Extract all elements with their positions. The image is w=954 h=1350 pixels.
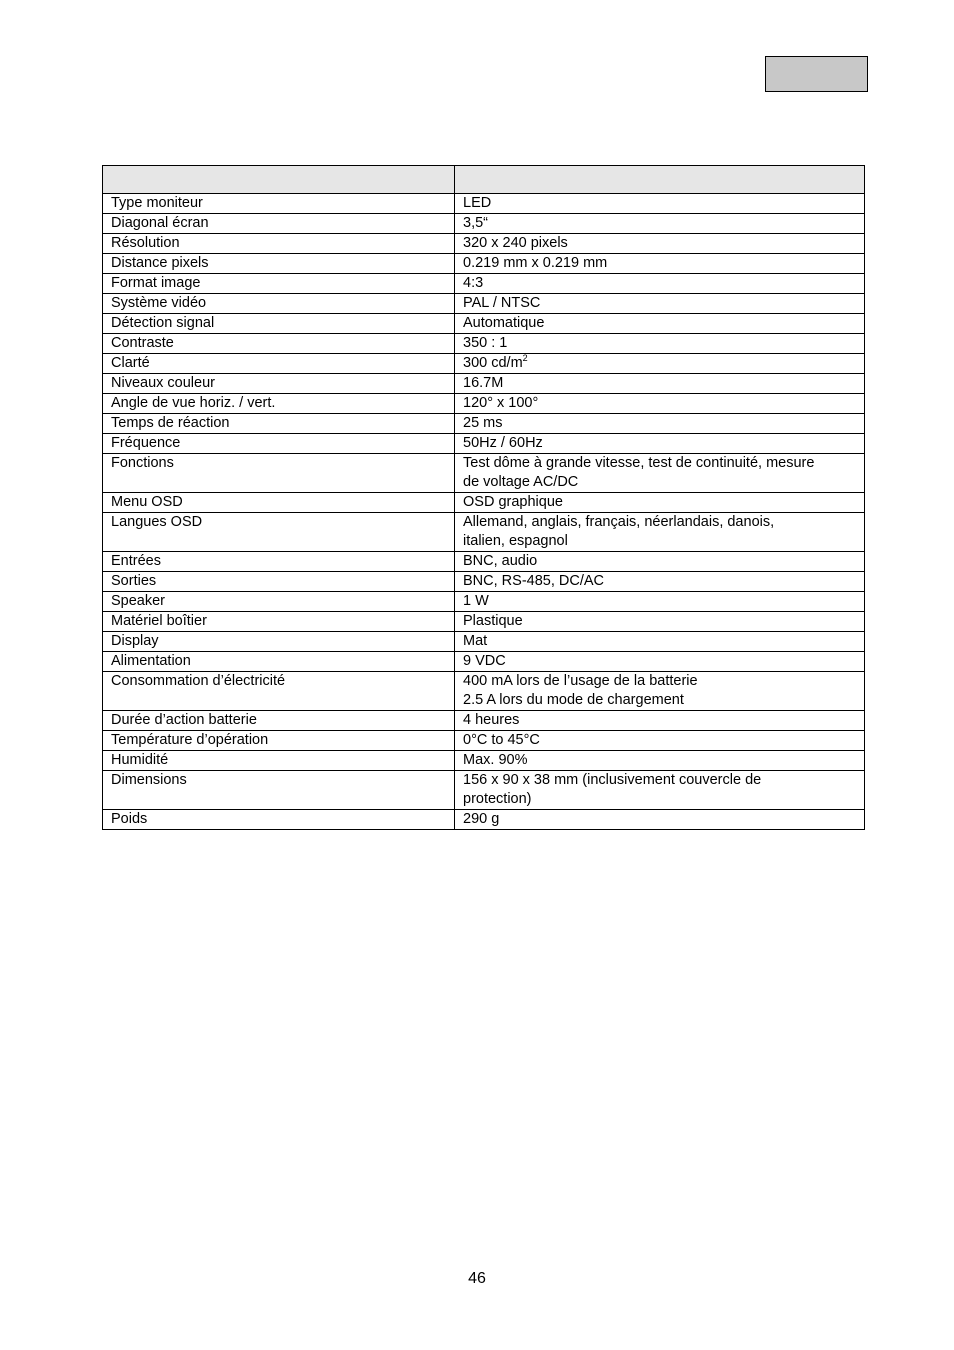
spec-value: 4:3 <box>463 275 484 291</box>
spec-value: 350 : 1 <box>463 335 508 351</box>
spec-value: 3,5“ <box>463 215 488 231</box>
specification-table-body <box>103 194 865 830</box>
spec-value-cell <box>455 454 865 493</box>
spec-value: 120° x 100° <box>463 395 539 411</box>
spec-value: 300 cd/m <box>463 355 523 371</box>
table-row <box>103 254 865 274</box>
spec-label-cell <box>103 434 455 454</box>
spec-value: Test dôme à grande vitesse, test de continuité, mesure de voltage AC/DC <box>463 455 815 490</box>
spec-label: Langues OSD <box>111 514 203 530</box>
spec-label-cell <box>103 294 455 314</box>
table-row <box>103 672 865 711</box>
spec-label-cell <box>103 731 455 751</box>
spec-value-cell <box>455 354 865 374</box>
table-row <box>103 434 865 454</box>
spec-label-cell <box>103 513 455 552</box>
table-row <box>103 354 865 374</box>
spec-value: 16.7M <box>463 375 504 391</box>
spec-label: Diagonal écran <box>111 215 209 231</box>
spec-label-cell <box>103 612 455 632</box>
spec-label-cell <box>103 274 455 294</box>
spec-label-cell <box>103 374 455 394</box>
spec-value: Allemand, anglais, français, néerlandais, danois, italien, espagnol <box>463 514 775 549</box>
spec-value: PAL / NTSC <box>463 295 541 311</box>
table-row <box>103 493 865 513</box>
spec-label-cell <box>103 334 455 354</box>
spec-label: Entrées <box>111 553 161 569</box>
spec-value: 9 VDC <box>463 653 506 669</box>
spec-value-cell <box>455 314 865 334</box>
spec-value: OSD graphique <box>463 494 563 510</box>
spec-value-cell <box>455 434 865 454</box>
spec-value: 0.219 mm x 0.219 mm <box>463 255 608 271</box>
spec-value-cell <box>455 294 865 314</box>
spec-value: 1 W <box>463 593 489 609</box>
table-row <box>103 513 865 552</box>
spec-value-cell <box>455 731 865 751</box>
table-row <box>103 711 865 731</box>
spec-label: Speaker <box>111 593 166 609</box>
spec-label-cell <box>103 194 455 214</box>
table-row <box>103 334 865 354</box>
spec-value-cell <box>455 214 865 234</box>
table-row <box>103 751 865 771</box>
spec-label-cell <box>103 234 455 254</box>
spec-value: 400 mA lors de l’usage de la batterie 2.5 A lors du mode de chargement <box>463 673 698 708</box>
table-row <box>103 194 865 214</box>
spec-value: Automatique <box>463 315 545 331</box>
spec-value: BNC, audio <box>463 553 538 569</box>
spec-value-cell <box>455 572 865 592</box>
spec-value-cell <box>455 592 865 612</box>
spec-value-cell <box>455 672 865 711</box>
spec-value: 320 x 240 pixels <box>463 235 568 251</box>
table-row <box>103 414 865 434</box>
spec-value: 156 x 90 x 38 mm (inclusivement couvercle de protection) <box>463 772 762 807</box>
table-row <box>103 771 865 810</box>
spec-value: Max. 90% <box>463 752 528 768</box>
table-row <box>103 294 865 314</box>
spec-value-cell <box>455 810 865 830</box>
table-row <box>103 214 865 234</box>
spec-value-cell <box>455 414 865 434</box>
spec-label: Clarté <box>111 355 150 371</box>
table-row <box>103 612 865 632</box>
spec-label-cell <box>103 354 455 374</box>
table-row <box>103 632 865 652</box>
table-row <box>103 731 865 751</box>
spec-value-cell <box>455 751 865 771</box>
spec-label-cell <box>103 314 455 334</box>
spec-value-cell <box>455 254 865 274</box>
spec-label: Humidité <box>111 752 169 768</box>
spec-label-cell <box>103 672 455 711</box>
spec-value-cell <box>455 274 865 294</box>
specification-table <box>102 165 865 830</box>
spec-label-cell <box>103 214 455 234</box>
table-row <box>103 394 865 414</box>
spec-label: Temps de réaction <box>111 415 230 431</box>
spec-label: Système vidéo <box>111 295 207 311</box>
spec-label-cell <box>103 552 455 572</box>
spec-label: Durée d’action batterie <box>111 712 257 728</box>
spec-label: Détection signal <box>111 315 215 331</box>
spec-value-cell <box>455 552 865 572</box>
spec-value-cell <box>455 771 865 810</box>
table-row <box>103 454 865 493</box>
spec-value: 50Hz / 60Hz <box>463 435 543 451</box>
spec-label-cell <box>103 254 455 274</box>
spec-value: 25 ms <box>463 415 503 431</box>
spec-label-cell <box>103 810 455 830</box>
spec-label-cell <box>103 592 455 612</box>
spec-label-cell <box>103 711 455 731</box>
spec-value-superscript: 2 <box>522 353 528 363</box>
spec-label: Consommation d’électricité <box>111 673 286 689</box>
spec-value: 4 heures <box>463 712 520 728</box>
table-row <box>103 652 865 672</box>
spec-label: Dimensions <box>111 772 187 788</box>
spec-value-cell <box>455 334 865 354</box>
spec-value: 290 g <box>463 811 500 827</box>
spec-label: Poids <box>111 811 148 827</box>
table-row <box>103 552 865 572</box>
spec-label-cell <box>103 572 455 592</box>
table-row <box>103 374 865 394</box>
table-row <box>103 274 865 294</box>
language-tab <box>765 56 868 92</box>
spec-label: Display <box>111 633 159 649</box>
spec-label-cell <box>103 493 455 513</box>
spec-label-cell <box>103 751 455 771</box>
spec-value: Plastique <box>463 613 523 629</box>
spec-label: Format image <box>111 275 201 291</box>
table-row <box>103 234 865 254</box>
spec-value-cell <box>455 394 865 414</box>
spec-label-cell <box>103 771 455 810</box>
spec-value-cell <box>455 711 865 731</box>
spec-label: Matériel boîtier <box>111 613 207 629</box>
spec-label: Température d’opération <box>111 732 269 748</box>
spec-value-cell <box>455 632 865 652</box>
spec-label: Résolution <box>111 235 180 251</box>
spec-label: Type moniteur <box>111 195 203 211</box>
spec-label-cell <box>103 414 455 434</box>
spec-label-cell <box>103 394 455 414</box>
spec-value-cell <box>455 652 865 672</box>
spec-label: Contraste <box>111 335 174 351</box>
spec-label: Menu OSD <box>111 494 183 510</box>
table-row <box>103 572 865 592</box>
spec-label: Fréquence <box>111 435 181 451</box>
spec-value: Mat <box>463 633 488 649</box>
spec-value-cell <box>455 234 865 254</box>
table-row <box>103 314 865 334</box>
table-row <box>103 810 865 830</box>
spec-value: LED <box>463 195 492 211</box>
spec-value-cell <box>455 493 865 513</box>
table-header-cell-parameter <box>103 166 455 194</box>
spec-value-cell <box>455 374 865 394</box>
spec-label: Niveaux couleur <box>111 375 215 391</box>
spec-label: Distance pixels <box>111 255 209 271</box>
spec-value: BNC, RS-485, DC/AC <box>463 573 605 589</box>
spec-value-cell <box>455 513 865 552</box>
spec-label: Sorties <box>111 573 157 589</box>
spec-label-cell <box>103 652 455 672</box>
page-number: 46 <box>468 1270 486 1287</box>
spec-label: Alimentation <box>111 653 191 669</box>
spec-label: Fonctions <box>111 455 174 471</box>
table-header-row <box>103 166 865 194</box>
spec-value-cell <box>455 612 865 632</box>
spec-value: 0°C to 45°C <box>463 732 540 748</box>
table-header-cell-value <box>455 166 865 194</box>
spec-label-cell <box>103 632 455 652</box>
table-row <box>103 592 865 612</box>
spec-label: Angle de vue horiz. / vert. <box>111 395 276 411</box>
spec-value-cell <box>455 194 865 214</box>
spec-label-cell <box>103 454 455 493</box>
